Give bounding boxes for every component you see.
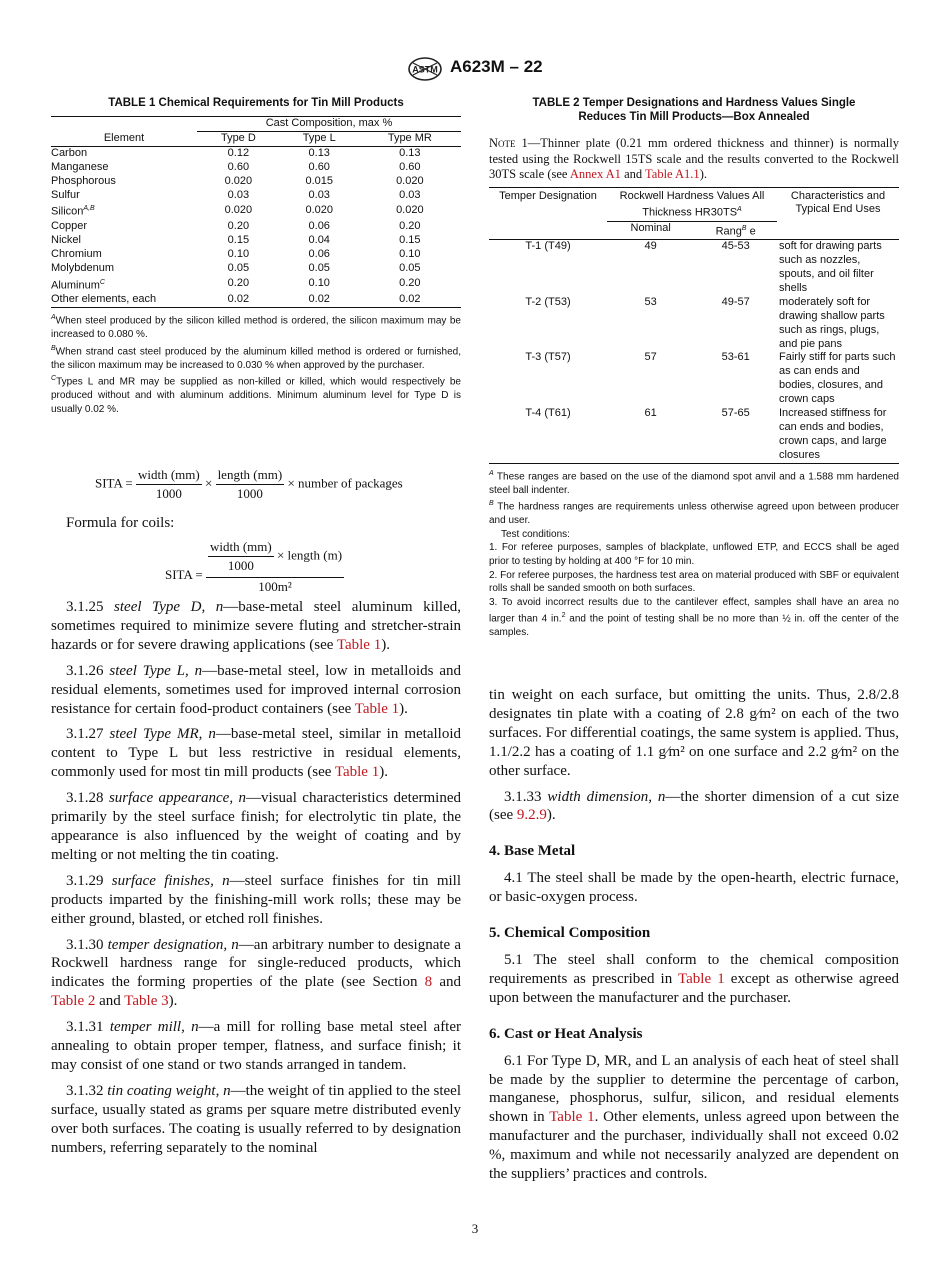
section-8-link[interactable]: 8: [424, 974, 433, 991]
formula-tail: × number of packages: [287, 475, 403, 491]
table2-block: [489, 96, 899, 640]
range-cell: 57-65: [694, 407, 777, 463]
definition-paragraph: 3.1.29 surface finishes, n—steel surface finishes for tin mill products imparted by the finishing-mill work rolls; these may be either ground, blasted, or etched roll finishes.: [51, 872, 462, 927]
type-d-cell: 0.15: [227, 233, 250, 246]
element-cell: Carbon: [51, 146, 88, 159]
table-1-link[interactable]: Table 1: [336, 636, 382, 653]
range-cell: 45-53: [721, 240, 750, 253]
type-d-cell: 0.10: [227, 247, 250, 260]
type-l-cell: 0.03: [308, 188, 330, 201]
def-3-1-33: 3.1.33 width dimension, n—the shorter dimension of a cut size (see 9.2.9).: [489, 788, 899, 824]
table-3-link[interactable]: Table 3: [124, 993, 169, 1010]
nominal-cell: 49: [644, 240, 657, 253]
table2-col-characteristics: Characteristics and Typical End Uses: [777, 187, 899, 240]
type-mr-cell: 0.20: [399, 277, 421, 290]
table2-row: [489, 407, 899, 463]
table2-footnote-b: $^B$ The hardness ranges are requirements unless otherwise agreed upon between producer and user.: [489, 500, 899, 527]
type-mr-cell: 0.05: [399, 261, 421, 274]
type-mr-cell: 0.020: [396, 174, 424, 187]
table-1-link[interactable]: Table 1: [354, 700, 400, 717]
uses-cell: Fairly stiff for parts such as can ends and bodies, closures, and crown caps: [779, 351, 896, 406]
table1: [51, 116, 461, 308]
type-d-cell: 0.02: [197, 293, 280, 307]
element-cell: Phosphorous: [51, 174, 116, 187]
table2-row: [489, 240, 899, 296]
table1-row: [51, 293, 461, 307]
page-header: [0, 56, 950, 84]
section-6-heading: 6. Cast or Heat Analysis: [489, 1025, 643, 1042]
table2-col-temper: Temper Designation: [489, 187, 607, 240]
formula2-lhs: SITA =: [165, 567, 203, 582]
standard-designation: A623M – 22: [450, 57, 543, 76]
footnote-ref: A,B: [83, 205, 95, 213]
element-cell: Sulfur: [51, 188, 80, 201]
definition-paragraph: 3.1.26 steel Type L, n—base-metal steel, low in metalloids and residual elements, sometimes used for improved internal corrosion resistance for certain food-product containers (see Table 1).: [51, 662, 462, 717]
type-d-cell: 0.20: [227, 277, 250, 290]
table2: [489, 187, 899, 464]
type-l-cell: 0.020: [305, 204, 333, 217]
footnote-ref: C: [99, 278, 105, 286]
table1-row: [51, 234, 461, 248]
table1-footnote: $^B$When strand cast steel produced by the aluminum killed method is ordered or furnished, the silicon maximum may be increased to 0.030 % when approved by the purchaser.: [51, 344, 461, 371]
test-condition-1: 1. For referee purposes, samples of blackplate, unflowed ETP, and ECCS shall be aged prior to testing by holding at 400 °F for 10 min.: [489, 542, 899, 567]
temper-cell: T-4 (T61): [489, 407, 607, 463]
para-6-1: 6.1 For Type D, MR, and L an analysis of each heat of steel shall be made by the supplier to determine the percentage of carbon, manganese, phosphorus, sulfur, silicon, and residual elements shown in Table 1. Other elements, unless agreed upon between the manufacturer and the purchaser, individually shall not exceed 0.02 %, maximum and while not necessarily analyzed are dependent on the suppliers’ practices and controls.: [489, 1052, 899, 1183]
def-3-1-32-continued: tin weight on each surface, but omitting the units. Thus, 2.8/2.8 designates tin plate with a coating of 2.8 g⁄m² on each of the two surfaces. For differential coatings, the same system is applied. Thus, 1.1/2.2 has a coating of 1.1 g⁄m² on one surface and 2.2 g⁄m² on the other surface.: [489, 687, 899, 779]
table2-title: TABLE 2 Temper Designations and Hardness Values Single Reduces Tin Mill Products—Box Annealed: [532, 97, 856, 123]
sita-formula-coils: [165, 539, 344, 595]
para-5-1: 5.1 The steel shall conform to the chemical composition requirements as prescribed in Table 1 except as otherwise agreed upon between the manufacturer and the purchaser.: [489, 951, 899, 1006]
table1-group-header: Cast Composition, max %: [197, 117, 461, 132]
table1-col-type-mr: Type MR: [359, 131, 461, 146]
type-l-cell: 0.05: [308, 261, 330, 274]
type-d-cell: 0.020: [224, 174, 253, 187]
formula-width-den: 1000: [136, 484, 202, 502]
formula2-width-den: 1000: [208, 556, 274, 574]
table1-row: [51, 262, 461, 276]
nominal-cell: 53: [644, 295, 657, 308]
table-1-link[interactable]: Table 1: [549, 1109, 595, 1126]
type-mr-cell: 0.10: [399, 247, 421, 260]
uses-cell: soft for drawing parts such as nozzles, spouts, and oil filter shells: [779, 240, 882, 294]
table1-row: [51, 276, 461, 294]
element-cell: Copper: [51, 220, 88, 232]
type-mr-cell: 0.020: [396, 204, 424, 217]
type-l-cell: 0.10: [308, 277, 330, 290]
table1-footnotes: [51, 311, 461, 416]
formula-lhs: SITA =: [95, 475, 133, 491]
formula2-width-num: width (mm): [209, 539, 272, 554]
type-l-cell: 0.015: [305, 174, 333, 187]
table1-footnote: $^A$When steel produced by the silicon killed method is ordered, the silicon maximum may be increased to 0.080 %.: [51, 314, 461, 341]
table1-title: TABLE 1 Chemical Requirements for Tin Mill Products: [108, 97, 404, 109]
table2-sub-range: Rang$^B$ e: [694, 221, 777, 239]
page-number: 3: [471, 1221, 479, 1236]
type-mr-cell: 0.03: [399, 188, 421, 201]
range-cell: 53-61: [721, 351, 750, 364]
formula2-den: 100m²: [206, 577, 344, 595]
table1-block: [51, 96, 461, 416]
temper-cell: T-1 (T49): [525, 240, 571, 253]
definition-paragraph: 3.1.25 steel Type D, n—base-metal steel aluminum killed, sometimes required to minimize severe fluting and stretcher-strain hazards or for severe drawing applications (see Table 1).: [51, 599, 461, 653]
element-cell: Molybdenum: [51, 261, 114, 274]
table1-row: [51, 146, 461, 160]
table1-row: [51, 248, 461, 262]
table2-footnotes: [489, 467, 899, 640]
table2-row: [489, 296, 899, 352]
formula-coils-label: Formula for coils:: [66, 515, 175, 531]
temper-cell: T-3 (T57): [525, 351, 571, 364]
type-d-cell: 0.60: [227, 160, 250, 173]
section-5-heading: 5. Chemical Composition: [489, 925, 651, 942]
table2-sub-nominal: Nominal: [607, 221, 694, 239]
type-d-cell: 0.12: [227, 146, 250, 159]
section-4-heading: 4. Base Metal: [489, 843, 576, 860]
element-cell: Other elements, each: [51, 293, 197, 307]
type-l-cell: 0.02: [280, 293, 359, 307]
table-2-link[interactable]: Table 2: [51, 993, 96, 1010]
def-3-1-30: 3.1.30 temper designation, n—an arbitrary number to designate a Rockwell hardness range for single-reduced products, which indicates the forming properties of the plate (see Section 8 and Table 2 and Table 3).: [51, 936, 461, 1010]
test-condition-2: 2. For referee purposes, the hardness test area on material produced with SBF or equivalent rolls shall be sanded smooth on both surfaces.: [489, 569, 899, 595]
table1-row: [51, 161, 461, 175]
table-1-link[interactable]: Table 1: [334, 764, 380, 781]
left-definitions: [51, 598, 461, 1164]
element-cell: Aluminum$^C$: [51, 278, 105, 292]
table1-col-type-l: Type L: [280, 131, 359, 146]
table1-row: [51, 189, 461, 203]
table1-row: [51, 220, 461, 234]
table1-col-element: Element: [51, 131, 197, 146]
type-d-cell: 0.20: [227, 220, 250, 232]
para-4-1: 4.1 The steel shall be made by the open-hearth, electric furnace, or basic-oxygen process.: [489, 870, 899, 906]
table2-row: [489, 351, 899, 407]
type-l-cell: 0.06: [308, 247, 330, 260]
sita-formula-packages: [95, 467, 403, 502]
table-1-link[interactable]: Table 1: [678, 970, 725, 987]
definition-paragraph: 3.1.28 surface appearance, n—visual characteristics determined primarily by the steel surface finish; for electrolytic tin plate, the appearance is also influenced by the weight of coating and by melting or not melting the tin coating.: [51, 790, 461, 863]
uses-cell: Increased stiffness for can ends and bodies, crown caps, and large closures: [777, 407, 899, 463]
formula2-length: × length (m): [276, 547, 343, 563]
range-cell: 49-57: [721, 295, 750, 308]
element-cell: Chromium: [51, 247, 102, 260]
type-mr-cell: 0.13: [399, 146, 421, 159]
def-3-1-31: 3.1.31 temper mill, n—a mill for rolling base metal steel after annealing to obtain proper temper, flatness, and surface finish; it may consist of one stand or two stands arranged in tandem.: [51, 1019, 462, 1073]
type-l-cell: 0.04: [308, 233, 330, 246]
temper-cell: T-2 (T53): [525, 295, 571, 308]
type-mr-cell: 0.20: [399, 220, 421, 232]
element-cell: Nickel: [51, 233, 81, 246]
type-d-cell: 0.020: [224, 204, 253, 217]
type-mr-cell: 0.15: [399, 233, 421, 246]
test-condition-3: 3. To avoid incorrect results due to the cantilever effect, samples shall have an area no larger than 4 in.$^2$ and the point of testing shall be no more than ½ in. off the center of the samples.: [489, 596, 899, 639]
element-cell: Manganese: [51, 160, 109, 173]
type-mr-cell: 0.02: [359, 293, 461, 307]
table-a1-1-link[interactable]: Table A1.1: [645, 167, 700, 181]
table1-col-type-d: Type D: [197, 131, 280, 146]
table2-note: Note 1—Thinner plate (0.21 mm ordered thickness and thinner) is normally tested using the Rockwell 15TS scale and the results converted to the Rockwell 30TS scale (see Annex A1 and Table A1.1).: [489, 136, 899, 181]
nominal-cell: 61: [607, 407, 694, 463]
type-l-cell: 0.60: [308, 160, 330, 173]
formula-length-num: length (mm): [217, 467, 283, 482]
table1-footnote: $^C$Types L and MR may be supplied as non-killed or killed, which would respectively be produced without and with aluminum additions. Minimum aluminum level for Type D is usually 0.02 %.: [51, 375, 461, 415]
formula-times: ×: [204, 475, 213, 491]
type-l-cell: 0.13: [308, 146, 330, 159]
table2-col-rockwell: Rockwell Hardness Values All Thickness $HR30TS^A$: [607, 187, 777, 221]
table1-row: [51, 202, 461, 220]
table1-row: [51, 175, 461, 189]
type-l-cell: 0.06: [308, 220, 330, 232]
type-d-cell: 0.05: [227, 261, 250, 274]
section-9-2-9-link[interactable]: 9.2.9: [516, 807, 547, 824]
element-cell: Silicon$^{A,B}$: [51, 205, 95, 219]
annex-a1-link[interactable]: Annex A1: [569, 167, 621, 181]
uses-cell: moderately soft for drawing shallow parts such as rings, plugs, and pie pans: [779, 295, 885, 350]
nominal-cell: 57: [644, 351, 657, 364]
formula-length-den: 1000: [216, 484, 285, 502]
definition-paragraph: 3.1.27 steel Type MR, n—base-metal steel, similar in metalloid content to Type L but less restrictive in residual elements, commonly used for most tin mill products (see Table 1).: [51, 726, 461, 781]
formula-width-num: width (mm): [137, 467, 200, 482]
astm-logo-icon: [407, 56, 443, 82]
right-body-text: [489, 686, 899, 1191]
svg-text:ASTM: ASTM: [412, 64, 438, 75]
test-conditions-label: Test conditions:: [501, 528, 570, 540]
type-mr-cell: 0.60: [399, 160, 421, 173]
def-3-1-32: 3.1.32 tin coating weight, n—the weight of tin applied to the steel surface, usually stated as grams per square metre distributed evenly over both surfaces. The coating is usually referred to by designation numbers, referring separately to the nominal: [51, 1082, 462, 1156]
table2-footnote-a: $^A$ These ranges are based on the use of the diamond spot anvil and a 1.588 mm hardened steel ball indenter.: [489, 469, 899, 496]
type-d-cell: 0.03: [227, 188, 250, 201]
